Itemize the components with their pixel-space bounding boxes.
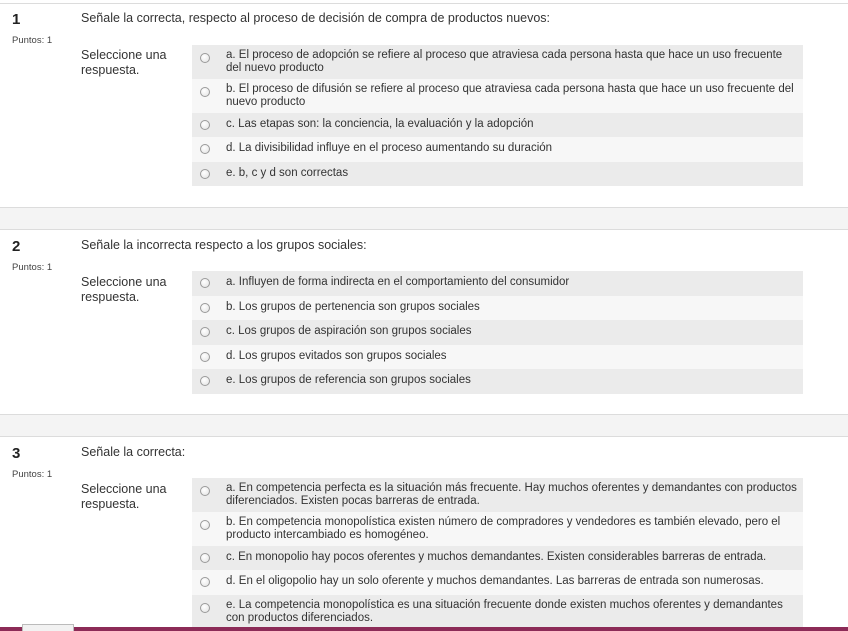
answer-label: b. El proceso de difusión se refiere al proceso que atraviesa cada persona hasta que hace un uso frecuente del nuevo producto xyxy=(226,83,794,108)
answer-label: e. La competencia monopolística es una situación frecuente donde existen muchos oferentes y demandantes con productos diferenciados. xyxy=(226,599,783,624)
question-text: Señale la correcta, respecto al proceso de decisión de compra de productos nuevos: xyxy=(81,11,551,25)
question-separator xyxy=(0,414,848,437)
answer-list xyxy=(192,478,803,629)
answer-option[interactable] xyxy=(192,369,803,394)
radio-button[interactable] xyxy=(200,278,210,288)
answer-label: b. En competencia monopolística existen número de compradores y vendedores es también elevado, pero el producto intercambiado es homogéneo. xyxy=(226,516,781,541)
bottom-tab[interactable] xyxy=(22,624,74,631)
answer-option[interactable] xyxy=(192,271,803,296)
radio-button[interactable] xyxy=(200,577,210,587)
answer-option[interactable] xyxy=(192,478,803,512)
answer-label: e. Los grupos de referencia son grupos sociales xyxy=(226,374,471,386)
answer-option[interactable] xyxy=(192,79,803,113)
radio-button[interactable] xyxy=(200,303,210,313)
bottom-bar xyxy=(0,627,848,631)
radio-button[interactable] xyxy=(200,553,210,563)
answer-label: a. El proceso de adopción se refiere al proceso que atraviesa cada persona hasta que hace un uso frecuente del nuevo producto xyxy=(226,49,783,74)
answer-label: c. Las etapas son: la conciencia, la evaluación y la adopción xyxy=(226,118,534,130)
answer-list xyxy=(192,271,803,394)
answer-option[interactable] xyxy=(192,512,803,546)
radio-button[interactable] xyxy=(200,169,210,179)
radio-button[interactable] xyxy=(200,352,210,362)
radio-button[interactable] xyxy=(200,603,210,613)
answer-label: d. En el oligopolio hay un solo oferente y muchos demandantes. Las barreras de entrada son numerosas. xyxy=(226,575,764,587)
radio-button[interactable] xyxy=(200,520,210,530)
answer-label: a. En competencia perfecta es la situación más frecuente. Hay muchos oferentes y demandantes con productos diferenciados. Existen pocas barreras de entrada. xyxy=(226,482,797,507)
answer-option[interactable] xyxy=(192,45,803,79)
answer-option[interactable] xyxy=(192,570,803,595)
answer-label: d. Los grupos evitados son grupos sociales xyxy=(226,350,447,362)
answer-option[interactable] xyxy=(192,320,803,345)
question-text: Señale la correcta: xyxy=(81,445,186,459)
top-divider xyxy=(0,3,848,4)
radio-button[interactable] xyxy=(200,53,210,63)
radio-button[interactable] xyxy=(200,327,210,337)
question-points: Puntos: 1 xyxy=(12,469,53,480)
answer-option[interactable] xyxy=(192,546,803,570)
answer-prompt: Seleccione una respuesta. xyxy=(81,48,167,77)
radio-button[interactable] xyxy=(200,144,210,154)
answer-label: c. En monopolio hay pocos oferentes y muchos demandantes. Existen considerables barreras de entrada. xyxy=(226,551,767,563)
answer-option[interactable] xyxy=(192,162,803,186)
answer-option[interactable] xyxy=(192,595,803,629)
answer-option[interactable] xyxy=(192,137,803,162)
question-points: Puntos: 1 xyxy=(12,35,53,46)
question-text: Señale la incorrecta respecto a los grupos sociales: xyxy=(81,238,367,252)
radio-button[interactable] xyxy=(200,87,210,97)
answer-prompt: Seleccione una respuesta. xyxy=(81,482,167,511)
answer-list xyxy=(192,45,803,186)
answer-label: c. Los grupos de aspiración son grupos sociales xyxy=(226,325,472,337)
answer-option[interactable] xyxy=(192,345,803,369)
answer-label: d. La divisibilidad influye en el proceso aumentando su duración xyxy=(226,142,553,154)
answer-option[interactable] xyxy=(192,113,803,137)
answer-prompt: Seleccione una respuesta. xyxy=(81,275,167,304)
question-number: 3 xyxy=(12,445,21,462)
answer-label: e. b, c y d son correctas xyxy=(226,167,349,179)
question-points: Puntos: 1 xyxy=(12,262,53,273)
radio-button[interactable] xyxy=(200,120,210,130)
radio-button[interactable] xyxy=(200,486,210,496)
question-number: 2 xyxy=(12,238,21,255)
radio-button[interactable] xyxy=(200,376,210,386)
answer-option[interactable] xyxy=(192,296,803,320)
answer-label: b. Los grupos de pertenencia son grupos sociales xyxy=(226,301,480,313)
question-separator xyxy=(0,207,848,230)
answer-label: a. Influyen de forma indirecta en el comportamiento del consumidor xyxy=(226,276,570,288)
question-number: 1 xyxy=(12,11,21,28)
